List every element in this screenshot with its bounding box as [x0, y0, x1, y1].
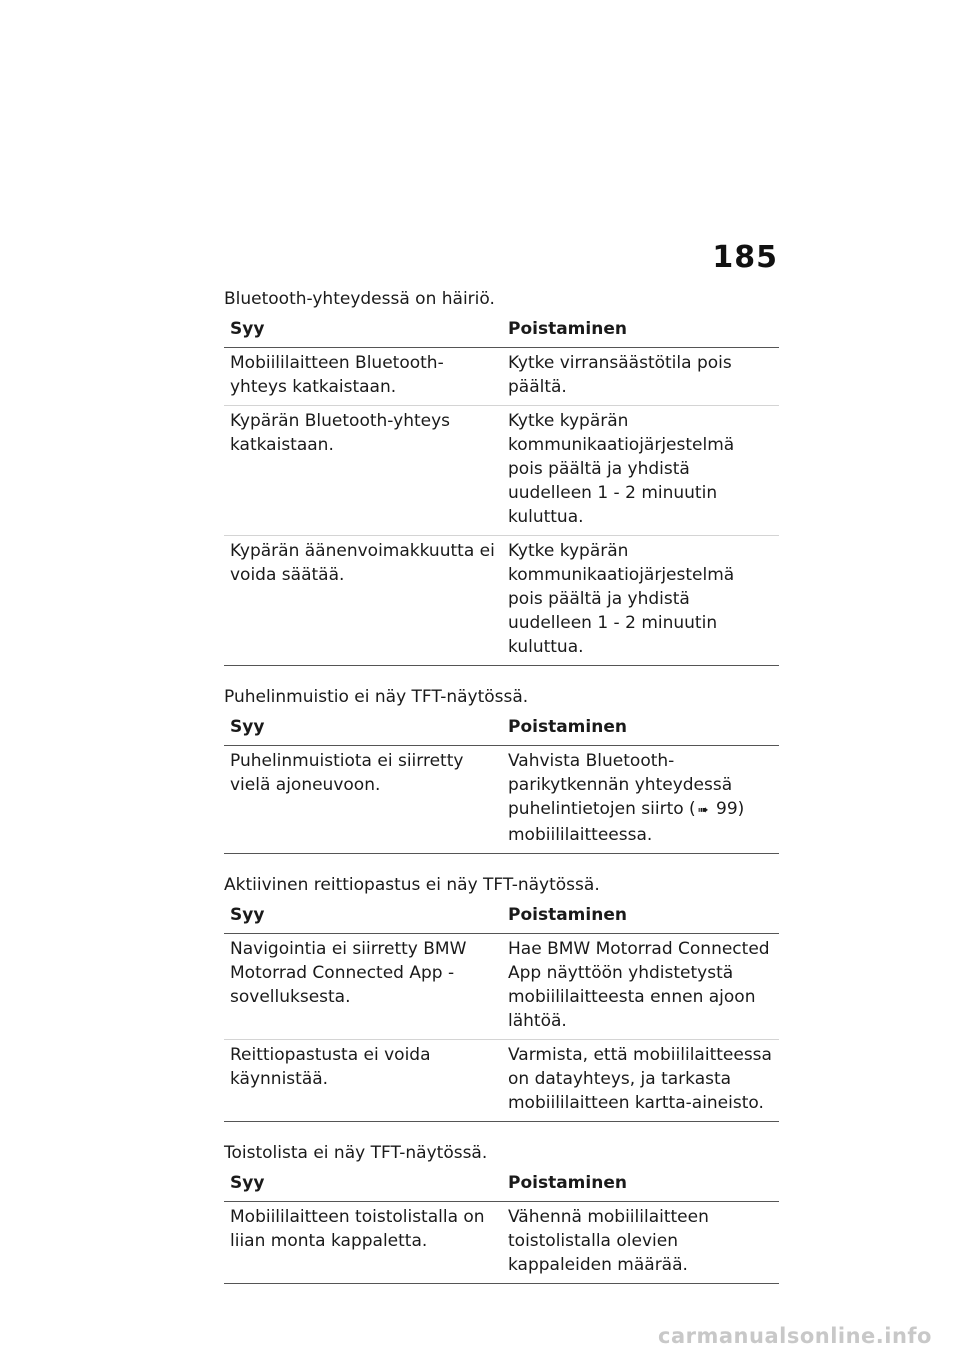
cause-cell: Mobiililaitteen Bluetooth-yhteys katkaistaan. — [224, 348, 502, 406]
column-header-fix: Poistaminen — [502, 1168, 779, 1202]
troubleshooting-table — [224, 900, 779, 1122]
fix-cell: Kytke kypärän kommunikaatiojärjestelmä pois päältä ja yhdistä uudelleen 1 - 2 minuutin kuluttua. — [502, 406, 779, 536]
cause-cell: Reittiopastusta ei voida käynnistää. — [224, 1040, 502, 1122]
section-route-guidance — [224, 872, 779, 1122]
fix-cell: Vähennä mobiililaitteen toistolistalla olevien kappaleiden määrää. — [502, 1202, 779, 1284]
section-heading: Bluetooth-yhteydessä on häiriö. — [224, 289, 495, 309]
page-reference-link[interactable]: 99) mobiililaitteessa. — [508, 799, 745, 845]
cause-cell: Puhelinmuistiota ei siirretty vielä ajoneuvoon. — [224, 746, 502, 854]
section-playlist — [224, 1140, 779, 1284]
cause-cell: Mobiililaitteen toistolistalla on liian monta kappaletta. — [224, 1202, 502, 1284]
table-row — [224, 536, 779, 666]
section-heading: Toistolista ei näy TFT-näytössä. — [224, 1143, 488, 1163]
fix-cell: Kytke kypärän kommunikaatiojärjestelmä pois päältä ja yhdistä uudelleen 1 - 2 minuutin kuluttua. — [502, 536, 779, 666]
cause-cell: Kypärän Bluetooth-yhteys katkaistaan. — [224, 406, 502, 536]
column-header-fix: Poistaminen — [502, 900, 779, 934]
table-row — [224, 934, 779, 1040]
table-header-row — [224, 900, 779, 934]
column-header-cause: Syy — [224, 712, 502, 746]
section-heading: Aktiivinen reittiopastus ei näy TFT-näytössä. — [224, 875, 600, 895]
watermark-logo: carmanualsonline.info — [658, 1324, 932, 1348]
fix-cell: Varmista, että mobiililaitteessa on datayhteys, ja tarkasta mobiililaitteen kartta-aineisto. — [502, 1040, 779, 1122]
section-bluetooth-disturbance — [224, 286, 779, 666]
table-header-row — [224, 1168, 779, 1202]
page-reference-arrow-icon: ➠ — [697, 803, 709, 818]
table-header-row — [224, 712, 779, 746]
table-row — [224, 1202, 779, 1284]
fix-cell — [502, 746, 779, 854]
fix-cell: Hae BMW Motorrad Connected App näyttöön yhdistetystä mobiililaitteesta ennen ajoon lähtöä. — [502, 934, 779, 1040]
troubleshooting-table — [224, 314, 779, 666]
column-header-fix: Poistaminen — [502, 712, 779, 746]
table-row — [224, 746, 779, 854]
column-header-fix: Poistaminen — [502, 314, 779, 348]
table-row — [224, 1040, 779, 1122]
column-header-cause: Syy — [224, 1168, 502, 1202]
fix-cell: Kytke virransäästötila pois päältä. — [502, 348, 779, 406]
table-header-row — [224, 314, 779, 348]
table-row — [224, 406, 779, 536]
troubleshooting-table — [224, 712, 779, 854]
troubleshooting-table — [224, 1168, 779, 1284]
cause-cell: Navigointia ei siirretty BMW Motorrad Connected App -sovelluksesta. — [224, 934, 502, 1040]
column-header-cause: Syy — [224, 314, 502, 348]
cause-cell: Kypärän äänenvoimakkuutta ei voida säätää. — [224, 536, 502, 666]
table-row — [224, 348, 779, 406]
section-heading: Puhelinmuistio ei näy TFT-näytössä. — [224, 687, 529, 707]
fix-text: Vahvista Bluetooth-parikytkennän yhteydessä puhelintietojen siirto ( — [508, 751, 733, 819]
page-content — [224, 286, 779, 1302]
page-number: 185 — [712, 240, 778, 275]
column-header-cause: Syy — [224, 900, 502, 934]
section-phonebook — [224, 684, 779, 854]
